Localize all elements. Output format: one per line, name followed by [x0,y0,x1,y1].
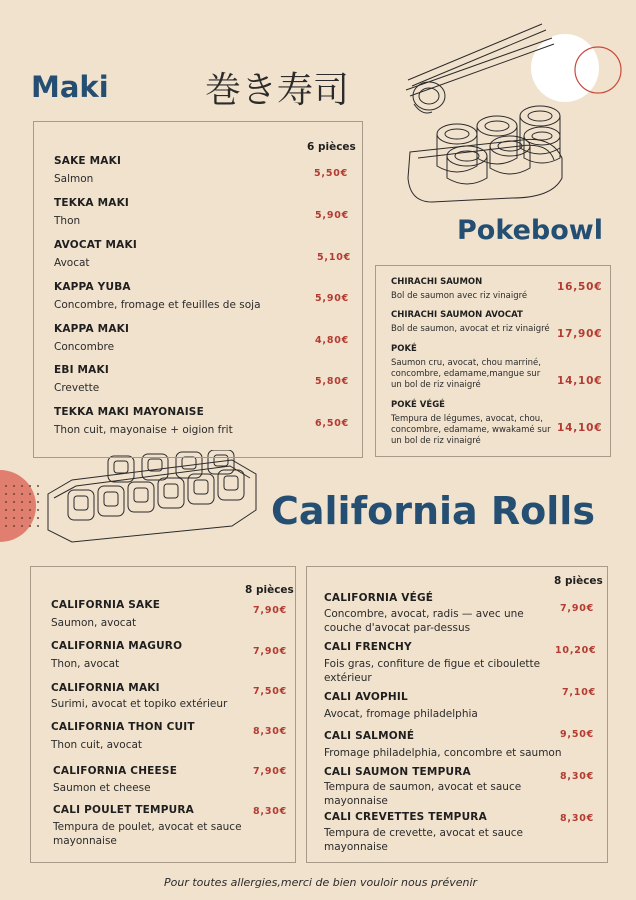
menu-item-price: 5,50€ [314,168,349,179]
menu-item-price: 4,80€ [315,335,350,346]
menu-item-name: CALI FRENCHY [324,641,412,653]
menu-item-price: 6,50€ [315,418,350,429]
menu-item-name: CALIFORNIA SAKE [51,599,161,611]
menu-item-desc: Bol de saumon, avocat et riz vinaigré [391,324,550,334]
menu-item-price: 16,50€ [557,281,603,293]
california-roll-plate-illustration [42,450,262,546]
sushi-plate-illustration [402,18,582,210]
california-right-pieces: 8 pièces [554,575,603,587]
menu-item-name: POKÉ VÉGÉ [391,400,445,410]
menu-item-name: EBI MAKI [54,364,109,376]
menu-item-name: TEKKA MAKI MAYONAISE [54,406,204,418]
menu-item-price: 7,90€ [253,605,288,616]
california-title: California Rolls [271,489,595,533]
menu-item-name: CALI POULET TEMPURA [53,804,194,816]
menu-item-desc: Thon cuit, avocat [51,739,143,751]
menu-item-name: CALIFORNIA VÉGÉ [324,592,434,604]
menu-item-name: CALI SAUMON TEMPURA [324,766,471,778]
menu-item-price: 7,90€ [560,603,595,614]
menu-item-desc: Tempura de légumes, avocat, chou, concombre, edamame, wwakamé sur un bol de riz vinaigré [391,414,551,446]
menu-item-price: 5,90€ [315,293,350,304]
menu-item-desc: Tempura de poulet, avocat et sauce mayonnaise [53,821,242,847]
menu-item-desc: Fois gras, confiture de figue et ciboulette extérieur [324,658,541,684]
menu-item-desc: Saumon cru, avocat, chou marriné, concombre, edamame,mangue sur un bol de riz vinaigré [391,358,541,390]
menu-item-price: 8,30€ [560,771,595,782]
menu-item-desc: Bol de saumon avec riz vinaigré [391,291,528,301]
maki-menu-box [33,121,363,458]
menu-item-price: 7,90€ [253,646,288,657]
menu-item-desc: Tempura de crevette, avocat et sauce mayonnaise [324,827,523,853]
menu-item-price: 8,30€ [560,813,595,824]
menu-item-desc: Thon cuit, mayonaise + oigion frit [54,424,233,436]
menu-item-price: 14,10€ [557,375,603,387]
menu-item-desc: Surimi, avocat et topiko extérieur [51,698,228,710]
maki-pieces-label: 6 pièces [307,141,356,153]
menu-item-desc: Crevette [54,382,100,394]
menu-item-desc: Thon [54,215,81,227]
menu-item-desc: Saumon, avocat [51,617,137,629]
menu-item-desc: Avocat, fromage philadelphia [324,708,478,720]
menu-item-price: 5,80€ [315,376,350,387]
menu-item-name: CALIFORNIA THON CUIT [51,721,195,733]
menu-item-price: 8,30€ [253,726,288,737]
menu-item-price: 7,90€ [253,766,288,777]
menu-item-desc: Concombre, fromage et feuilles de soja [54,299,261,311]
menu-item-price: 5,90€ [315,210,350,221]
menu-item-price: 9,50€ [560,729,595,740]
menu-item-name: CHIRACHI SAUMON AVOCAT [391,310,523,320]
menu-item-name: KAPPA MAKI [54,323,130,335]
menu-item-name: KAPPA YUBA [54,281,131,293]
menu-item-price: 5,10€ [317,252,352,263]
menu-item-name: CALIFORNIA MAGURO [51,640,183,652]
menu-item-price: 7,50€ [253,686,288,697]
menu-item-desc: Salmon [54,173,94,185]
california-right-box [306,566,608,863]
pokebowl-title: Pokebowl [457,215,603,246]
menu-item-desc: Thon, avocat [51,658,120,670]
menu-item-desc: Tempura de saumon, avocat et sauce mayonnaise [324,781,522,807]
menu-item-desc: Concombre [54,341,115,353]
menu-item-price: 17,90€ [557,328,603,340]
menu-item-name: CALIFORNIA CHEESE [53,765,178,777]
menu-item-price: 10,20€ [555,645,597,656]
menu-item-desc: Concombre, avocat, radis — avec une couche d'avocat par-dessus [324,608,524,634]
menu-item-desc: Saumon et cheese [53,782,151,794]
menu-item-name: CALI SALMONÉ [324,730,415,742]
menu-item-desc: Fromage philadelphia, concombre et saumon [324,747,562,759]
menu-item-price: 8,30€ [253,806,288,817]
menu-item-name: CHIRACHI SAUMON [391,277,483,287]
menu-item-name: CALI AVOPHIL [324,691,408,703]
maki-japanese-title: 巻き寿司 [205,70,350,111]
menu-item-name: AVOCAT MAKI [54,239,137,251]
menu-item-name: TEKKA MAKI [54,197,130,209]
allergy-footer-note: Pour toutes allergies,merci de bien vouloir nous prévenir [164,876,478,889]
menu-item-price: 7,10€ [562,687,597,698]
menu-item-name: POKÉ [391,344,417,354]
maki-title: Maki [31,70,109,104]
menu-item-price: 14,10€ [557,422,603,434]
pokebowl-menu-box [375,265,611,457]
menu-item-name: CALI CREVETTES TEMPURA [324,811,487,823]
california-left-pieces: 8 pièces [245,584,294,596]
menu-item-desc: Avocat [54,257,90,269]
menu-item-name: SAKE MAKI [54,155,122,167]
menu-item-name: CALIFORNIA MAKI [51,682,160,694]
california-left-box [30,566,296,863]
